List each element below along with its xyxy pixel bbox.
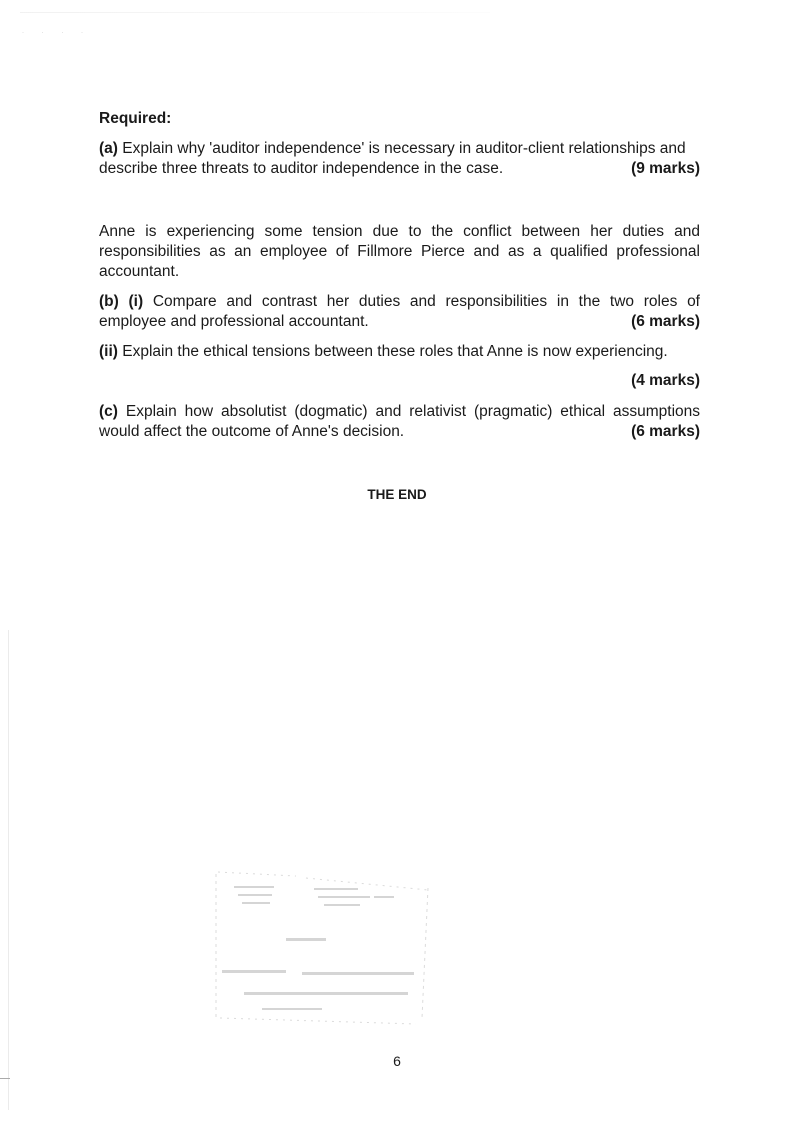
question-c-label: (c) bbox=[99, 403, 118, 420]
question-b-i-line2 bbox=[99, 312, 700, 332]
context-paragraph: Anne is experiencing some tension due to the conflict between her duties and responsibilities as an employee of Fillmore Pierce and as a qualified professional accountant. bbox=[99, 223, 700, 280]
question-a-text-line2: describe three threats to auditor independence in the case. bbox=[99, 160, 504, 177]
question-b-i-line1 bbox=[99, 292, 700, 312]
question-b-i-label: (b) (i) bbox=[99, 293, 144, 310]
question-b-ii-marks: (4 marks) bbox=[631, 372, 700, 389]
question-b-ii bbox=[99, 342, 700, 362]
question-b-ii-text: Explain the ethical tensions between these roles that Anne is now experiencing. bbox=[122, 343, 668, 360]
question-c-marks: (6 marks) bbox=[631, 423, 700, 440]
question-a-line2 bbox=[99, 159, 700, 179]
question-c-text-line2: would affect the outcome of Anne's decision. bbox=[99, 423, 405, 440]
question-c-line2 bbox=[99, 422, 700, 442]
scan-artifact-dots: · · · · bbox=[22, 30, 91, 36]
question-a-line1 bbox=[99, 139, 700, 159]
scan-artifact-line bbox=[20, 12, 490, 13]
question-b-i bbox=[99, 292, 700, 332]
question-b-i-text-line2: employee and professional accountant. bbox=[99, 313, 369, 330]
question-a-label: (a) bbox=[99, 140, 118, 157]
question-b-i-text-line1: Compare and contrast her duties and responsibilities in the two roles of bbox=[152, 293, 700, 310]
question-a-marks: (9 marks) bbox=[631, 160, 700, 177]
page-number: 6 bbox=[393, 1053, 401, 1069]
question-c bbox=[99, 402, 700, 442]
required-heading: Required: bbox=[99, 110, 172, 127]
department-stamp-icon bbox=[206, 868, 434, 1028]
scan-artifact-edge bbox=[8, 630, 9, 1110]
question-b-i-marks: (6 marks) bbox=[631, 313, 700, 330]
question-b-ii-label: (ii) bbox=[99, 343, 118, 360]
scan-artifact-tick bbox=[0, 1078, 10, 1079]
question-a bbox=[99, 139, 700, 179]
the-end-label: THE END bbox=[367, 487, 427, 502]
question-a-text-line1: Explain why 'auditor independence' is necessary in auditor-client relationships and bbox=[122, 140, 686, 157]
question-c-text-line1: Explain how absolutist (dogmatic) and relativist (pragmatic) ethical assumptions bbox=[125, 403, 701, 420]
question-c-line1 bbox=[99, 402, 700, 422]
